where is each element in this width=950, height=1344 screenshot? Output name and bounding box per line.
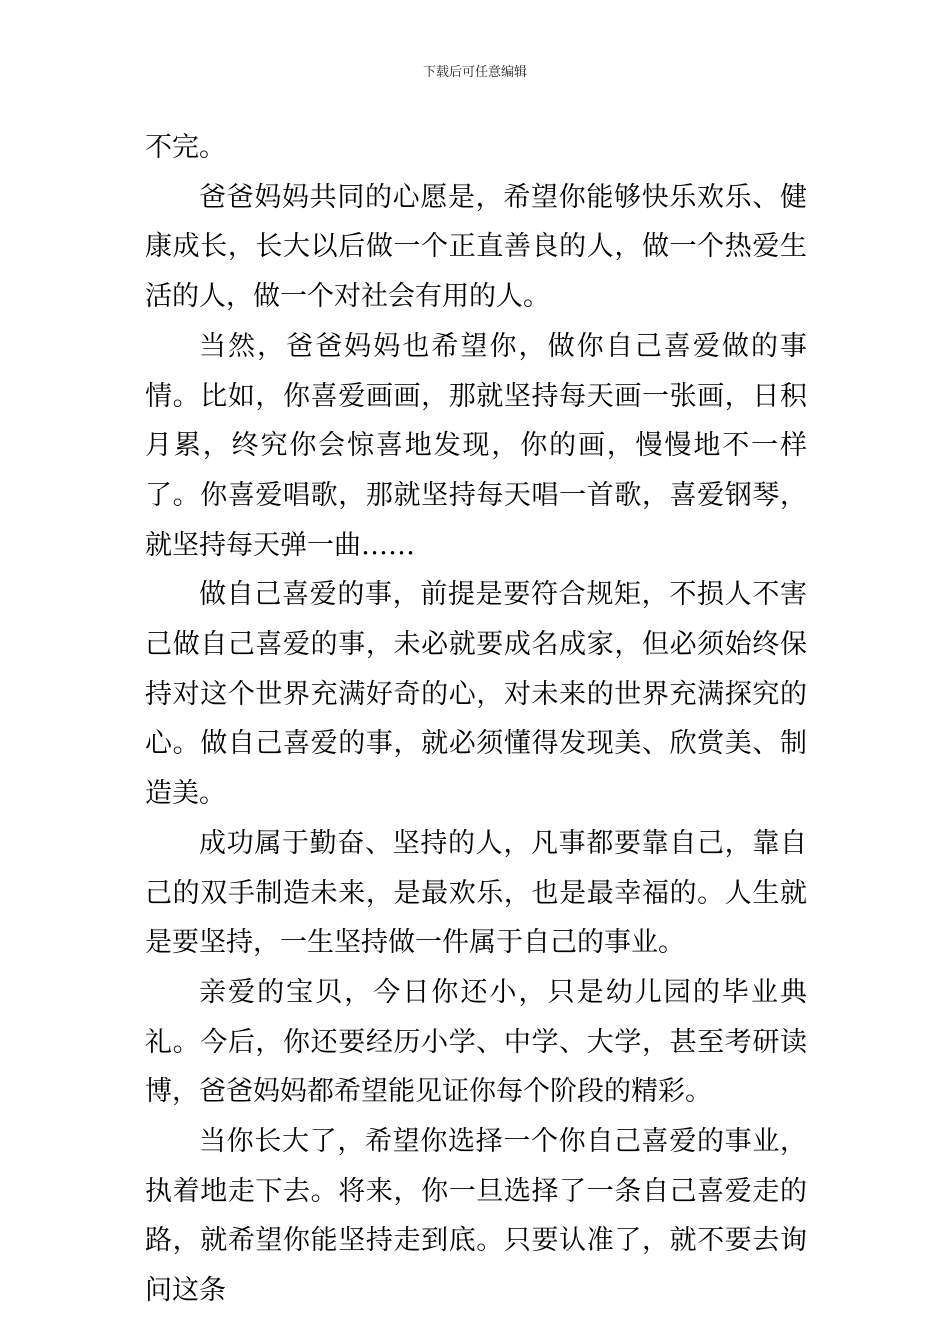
document-body [145, 123, 807, 1316]
paragraph-5: 成功属于勤奋、坚持的人，凡事都要靠自己，靠自己的双手制造未来，是最欢乐，也是最幸福的。人生就是要坚持，一生坚持做一件属于自己的事业。 [145, 827, 807, 959]
paragraph-2: 爸爸妈妈共同的心愿是，希望你能够快乐欢乐、健康成长，长大以后做一个正直善良的人，做一个热爱生活的人，做一个对社会有用的人。 [145, 181, 807, 313]
page-header: 下载后可任意编辑 [422, 65, 527, 80]
paragraph-4: 做自己喜爱的事，前提是要符合规矩，不损人不害己做自己喜爱的事，未必就要成名成家，但必须始终保持对这个世界充满好奇的心，对未来的世界充满探究的心。做自己喜爱的事，就必须懂得发现美、欣赏美、制造美。 [145, 579, 807, 810]
paragraph-7: 当你长大了，希望你选择一个你自己喜爱的事业，执着地走下去。将来，你一旦选择了一条自己喜爱走的路，就希望你能坚持走到底。只要认准了，就不要去询问这条 [145, 1126, 807, 1307]
paragraph-6: 亲爱的宝贝，今日你还小，只是幼儿园的毕业典礼。今后，你还要经历小学、中学、大学，甚至考研读博，爸爸妈妈都希望能见证你每个阶段的精彩。 [145, 976, 807, 1108]
paragraph-1: 不完。 [145, 132, 226, 163]
paragraph-3: 当然，爸爸妈妈也希望你，做你自己喜爱做的事情。比如，你喜爱画画，那就坚持每天画一张画，日积月累，终究你会惊喜地发现，你的画，慢慢地不一样了。你喜爱唱歌，那就坚持每天唱一首歌，喜爱钢琴，就坚持每天弹一曲…… [145, 330, 807, 561]
